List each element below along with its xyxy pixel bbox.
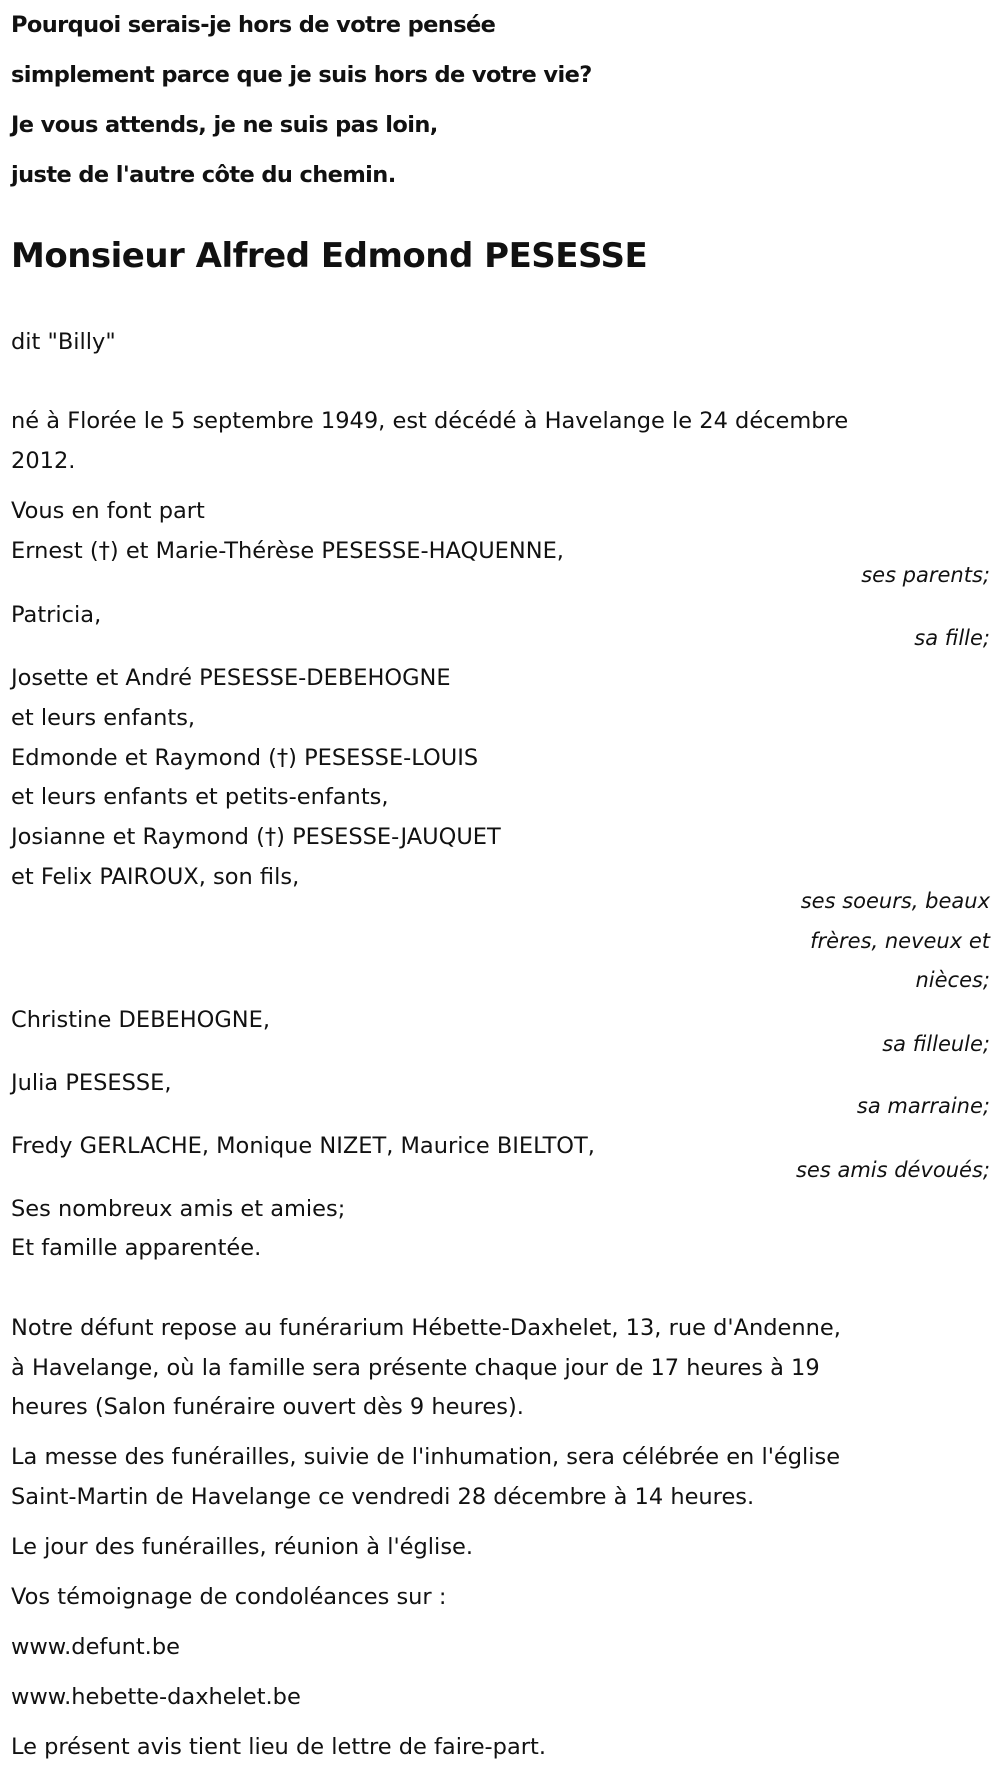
family-names: Edmonde et Raymond (†) PESESSE-LOUIS bbox=[11, 745, 479, 771]
family-names: et leurs enfants, bbox=[11, 705, 196, 731]
family-relation: ses amis dévoués; bbox=[795, 1158, 990, 1182]
family-relation: sa filleule; bbox=[882, 1032, 990, 1056]
condolences-text: Vos témoignage de condoléances sur : bbox=[11, 1584, 447, 1610]
others: Et famille apparentée. bbox=[11, 1235, 262, 1261]
family-names: Josette et André PESESSE-DEBEHOGNE bbox=[11, 665, 451, 691]
others: Ses nombreux amis et amies; bbox=[11, 1196, 346, 1222]
poem-line: juste de l'autre côte du chemin. bbox=[11, 162, 396, 188]
family-relation: frères, neveux et bbox=[810, 929, 990, 953]
family-relation: sa marraine; bbox=[856, 1094, 990, 1118]
family-relation: nièces; bbox=[915, 968, 990, 992]
family-names: Patricia, bbox=[11, 602, 102, 628]
page-title: Monsieur Alfred Edmond PESESSE bbox=[11, 236, 648, 276]
birth-death: né à Florée le 5 septembre 1949, est décédé à Havelange le 24 décembre bbox=[11, 408, 849, 434]
family-names: Josianne et Raymond (†) PESESSE-JAUQUET bbox=[11, 824, 501, 850]
family-relation: ses soeurs, beaux bbox=[800, 889, 990, 913]
poem-line: simplement parce que je suis hors de votre vie? bbox=[11, 62, 592, 88]
repose-info: heures (Salon funéraire ouvert dès 9 heures). bbox=[11, 1394, 524, 1420]
family-names: Ernest (†) et Marie-Thérèse PESESSE-HAQUENNE, bbox=[11, 538, 564, 564]
poem-line: Pourquoi serais-je hors de votre pensée bbox=[11, 12, 496, 38]
family-relation: ses parents; bbox=[861, 563, 990, 587]
closing-text: Le présent avis tient lieu de lettre de faire-part. bbox=[11, 1734, 546, 1760]
family-relation: sa fille; bbox=[914, 626, 990, 650]
family-names: Julia PESESSE, bbox=[11, 1070, 172, 1096]
family-names: Christine DEBEHOGNE, bbox=[11, 1007, 270, 1033]
reunion-info: Le jour des funérailles, réunion à l'église. bbox=[11, 1534, 474, 1560]
link-hebette-daxhelet[interactable]: www.hebette-daxhelet.be bbox=[11, 1684, 301, 1710]
family-names: et Felix PAIROUX, son fils, bbox=[11, 864, 300, 890]
birth-death: 2012. bbox=[11, 448, 76, 474]
repose-info: Notre défunt repose au funérarium Hébette-Daxhelet, 13, rue d'Andenne, bbox=[11, 1315, 841, 1341]
link-defunt[interactable]: www.defunt.be bbox=[11, 1634, 180, 1660]
messe-info: La messe des funérailles, suivie de l'inhumation, sera célébrée en l'église bbox=[11, 1444, 841, 1470]
intro: Vous en font part bbox=[11, 498, 205, 524]
messe-info: Saint-Martin de Havelange ce vendredi 28 décembre à 14 heures. bbox=[11, 1484, 755, 1510]
family-names: Fredy GERLACHE, Monique NIZET, Maurice BIELTOT, bbox=[11, 1133, 595, 1159]
poem-line: Je vous attends, je ne suis pas loin, bbox=[11, 112, 438, 138]
repose-info: à Havelange, où la famille sera présente chaque jour de 17 heures à 19 bbox=[11, 1355, 820, 1381]
family-names: et leurs enfants et petits-enfants, bbox=[11, 784, 389, 810]
nickname: dit "Billy" bbox=[11, 329, 116, 355]
